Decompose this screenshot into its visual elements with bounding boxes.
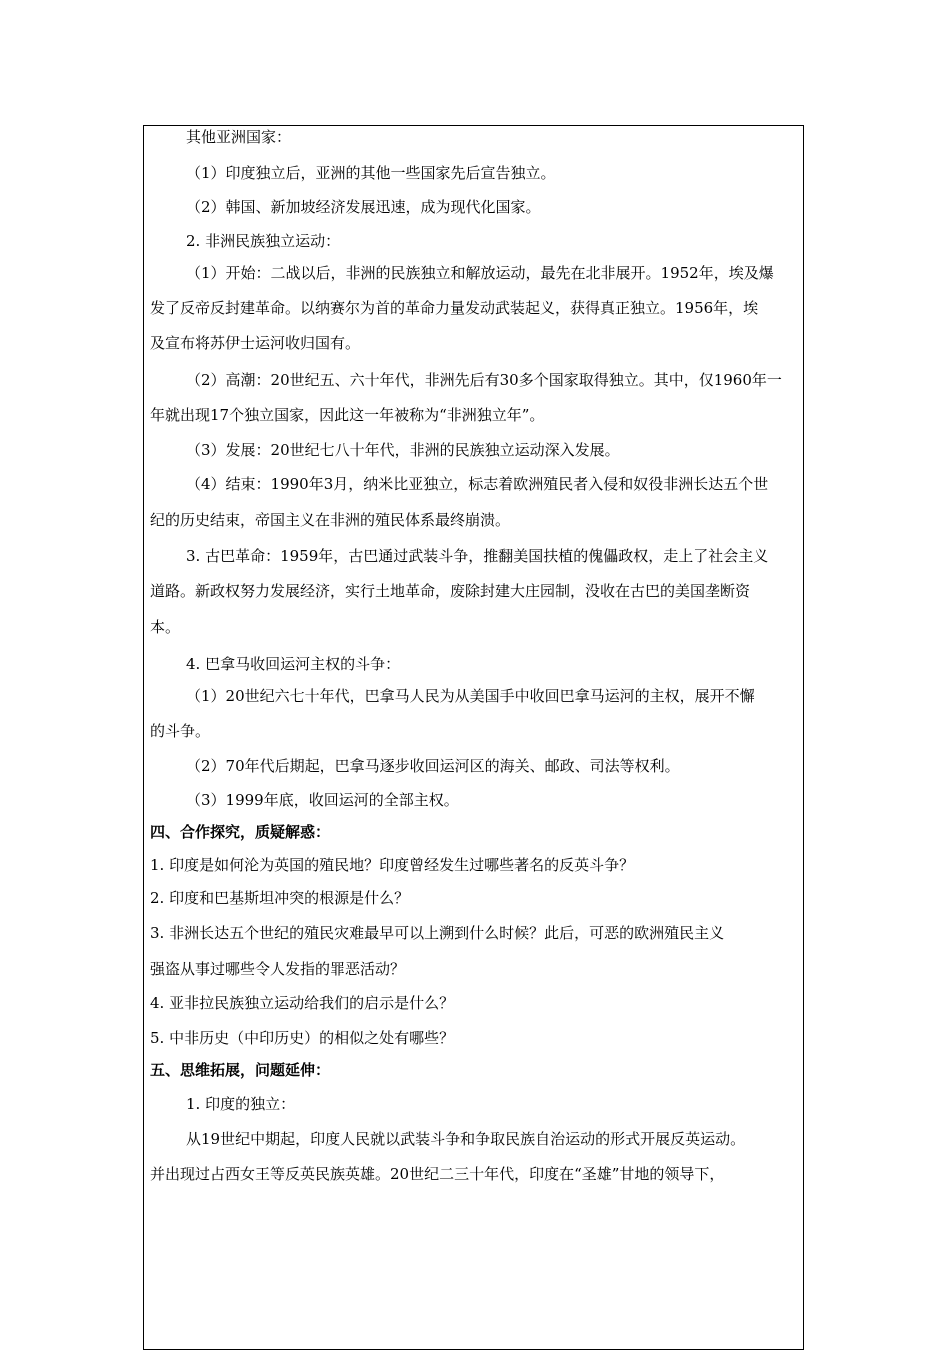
- india-independence-heading: 1. 印度的独立：: [186, 1095, 296, 1113]
- question-3-line-2: 强盗从事过哪些令人发指的罪恶活动？: [150, 960, 406, 978]
- cuba-line-3: 本。: [150, 618, 181, 636]
- question-1: 1. 印度是如何沦为英国的殖民地？印度曾经发生过哪些著名的反英斗争？: [150, 856, 635, 874]
- india-paragraph-line-2: 并出现过占西女王等反英民族英雄。20世纪二三十年代，印度在“圣雄”甘地的领导下，: [150, 1165, 725, 1183]
- africa-development: （3）发展：20世纪七八十年代，非洲的民族独立运动深入发展。: [186, 441, 620, 459]
- other-asia-item-1: （1）印度独立后，亚洲的其他一些国家先后宣告独立。: [186, 164, 556, 182]
- cuba-line-1: 3. 古巴革命：1959年，古巴通过武装斗争，推翻美国扶植的傀儡政权，走上了社会主义: [186, 547, 769, 565]
- section-4-heading: 四、合作探究，质疑解惑：: [150, 823, 331, 841]
- africa-climax-line-1: （2）高潮：20世纪五、六十年代，非洲先后有30多个国家取得独立。其中，仅1960年一: [186, 371, 782, 389]
- africa-climax-line-2: 年就出现17个独立国家，因此这一年被称为“非洲独立年”。: [150, 406, 545, 424]
- panama-item-2: （2）70年代后期起，巴拿马逐步收回运河区的海关、邮政、司法等权利。: [186, 757, 680, 775]
- panama-heading: 4. 巴拿马收回运河主权的斗争：: [186, 655, 401, 673]
- africa-start-line-3: 及宣布将苏伊士运河收归国有。: [150, 334, 361, 352]
- other-asia-heading: 其他亚洲国家：: [186, 128, 292, 146]
- africa-end-line-2: 纪的历史结束，帝国主义在非洲的殖民体系最终崩溃。: [150, 511, 511, 529]
- panama-item-3: （3）1999年底，收回运河的全部主权。: [186, 791, 459, 809]
- question-5: 5. 中非历史（中印历史）的相似之处有哪些？: [150, 1029, 455, 1047]
- other-asia-item-2: （2）韩国、新加坡经济发展迅速，成为现代化国家。: [186, 198, 541, 216]
- section-5-heading: 五、思维拓展，问题延伸：: [150, 1061, 331, 1079]
- africa-heading: 2. 非洲民族独立运动：: [186, 232, 341, 250]
- panama-item-1-line-1: （1）20世纪六七十年代，巴拿马人民为从美国手中收回巴拿马运河的主权，展开不懈: [186, 687, 755, 705]
- question-3-line-1: 3. 非洲长达五个世纪的殖民灾难最早可以上溯到什么时候？此后，可恶的欧洲殖民主义: [150, 924, 725, 942]
- india-paragraph-line-1: 从19世纪中期起，印度人民就以武装斗争和争取民族自治运动的形式开展反英运动。: [186, 1130, 746, 1148]
- question-4: 4. 亚非拉民族独立运动给我们的启示是什么？: [150, 994, 455, 1012]
- africa-end-line-1: （4）结束：1990年3月，纳米比亚独立，标志着欧洲殖民者入侵和奴役非洲长达五个世: [186, 475, 769, 493]
- panama-item-1-line-2: 的斗争。: [150, 722, 211, 740]
- cuba-line-2: 道路。新政权努力发展经济，实行土地革命，废除封建大庄园制，没收在古巴的美国垄断资: [150, 582, 751, 600]
- africa-start-line-1: （1）开始：二战以后，非洲的民族独立和解放运动，最先在北非展开。1952年，埃及爆: [186, 264, 774, 282]
- africa-start-line-2: 发了反帝反封建革命。以纳赛尔为首的革命力量发动武装起义，获得真正独立。1956年，埃: [150, 299, 759, 317]
- question-2: 2. 印度和巴基斯坦冲突的根源是什么？: [150, 889, 410, 907]
